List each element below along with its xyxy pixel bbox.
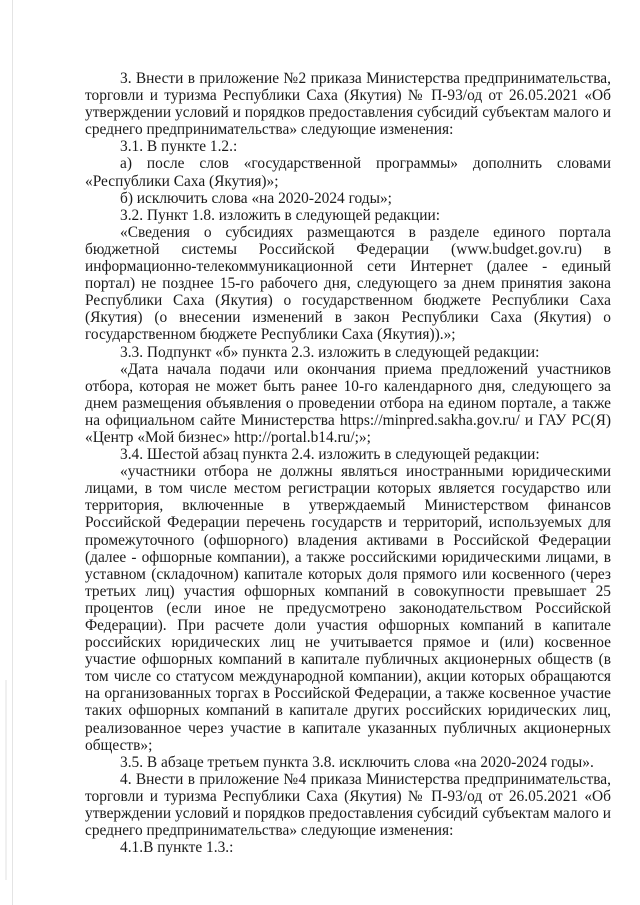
- paragraph-3-4-quote: «участники отбора не должны являться иностранными юридическими лицами, в том числе местом регистрации которых является государство или территория, включенные в утверждаемый Министерством финансов Российской Федерации перечень государств и территорий, используемых для промежуточного (офшорного) владения активами в Российской Федерации (далее - офшорные компании), а также российскими юридическими лицами, в уставном (складочном) капитале которых доля прямого или косвенного (через третьих лиц) участия офшорных компаний в совокупности превышает 25 процентов (если иное не предусмотрено законодательством Российской Федерации). При расчете доли участия офшорных компаний в капитале российских юридических лиц не учитывается прямое и (или) косвенное участие офшорных компаний в капитале публичных акционерных обществ (в том числе со статусом международной компании), акции которых обращаются на организованных торгах в Российской Федерации, а также косвенное участие таких офшорных компаний в капитале других российских юридических лиц, реализованное через участие в капитале указанных публичных акционерных обществ»;: [85, 463, 611, 754]
- paragraph-3-1-a: а) после слов «государственной программы» дополнить словами «Республики Саха (Якутия)»;: [85, 155, 611, 190]
- paragraph-3-1-b: б) исключить слова «на 2020-2024 годы»;: [120, 189, 392, 207]
- scan-artifact: [5, 680, 7, 880]
- paragraph-3-5: 3.5. В абзаце третьем пункта 3.8. исключить слова «на 2020-2024 годы».: [120, 753, 594, 771]
- paragraph-3-2-quote: «Сведения о субсидиях размещаются в разделе единого портала бюджетной системы Российской Федерации (www.budget.gov.ru) в информационно-телекоммуникационной сети Интернет (далее - единый портал) не позднее 15-го рабочего дня, следующего за днем принятия закона Республики Саха (Якутия) о государственном бюджете Республики Саха (Якутия) (о внесении изменений в закон Республики Саха (Якутия) о государственном бюджете Республики Саха (Якутия)).»;: [85, 223, 611, 344]
- paragraph-4-1: 4.1.В пункте 1.3.:: [120, 839, 234, 857]
- paragraph-3-3-quote: «Дата начала подачи или окончания приема предложений участников отбора, которая не может быть ранее 10-го календарного дня, следующего за днем размещения объявления о проведении отбора на едином портале, а также на официальном сайте Министерства https://minpred.sakha.gov.ru/ и ГАУ РС(Я) «Центр «Мой бизнес» http://portal.b14.ru/;»;: [85, 360, 611, 446]
- paragraph-4-intro: 4. Внести в приложение №4 приказа Министерства предпринимательства, торговли и туризма Республики Саха (Якутия) № П-93/од от 26.05.2021 «Об утверждении условий и порядков предоставления субсидий субъектам малого и среднего предпринимательства» следующие изменения:: [85, 770, 611, 840]
- paragraph-3-2: 3.2. Пункт 1.8. изложить в следующей редакции:: [120, 206, 441, 224]
- paragraph-3-3: 3.3. Подпункт «б» пункта 2.3. изложить в следующей редакции:: [120, 343, 540, 361]
- paragraph-3-1: 3.1. В пункте 1.2.:: [120, 138, 238, 156]
- document-body: [85, 70, 611, 856]
- paragraph-3-intro: 3. Внести в приложение №2 приказа Министерства предпринимательства, торговли и туризма Республики Саха (Якутия) № П-93/од от 26.05.2021 «Об утверждении условий и порядков предоставления субсидий субъектам малого и среднего предпринимательства» следующие изменения:: [85, 70, 611, 139]
- scan-edge: [12, 0, 13, 905]
- paragraph-3-4: 3.4. Шестой абзац пункта 2.4. изложить в следующей редакции:: [120, 446, 540, 464]
